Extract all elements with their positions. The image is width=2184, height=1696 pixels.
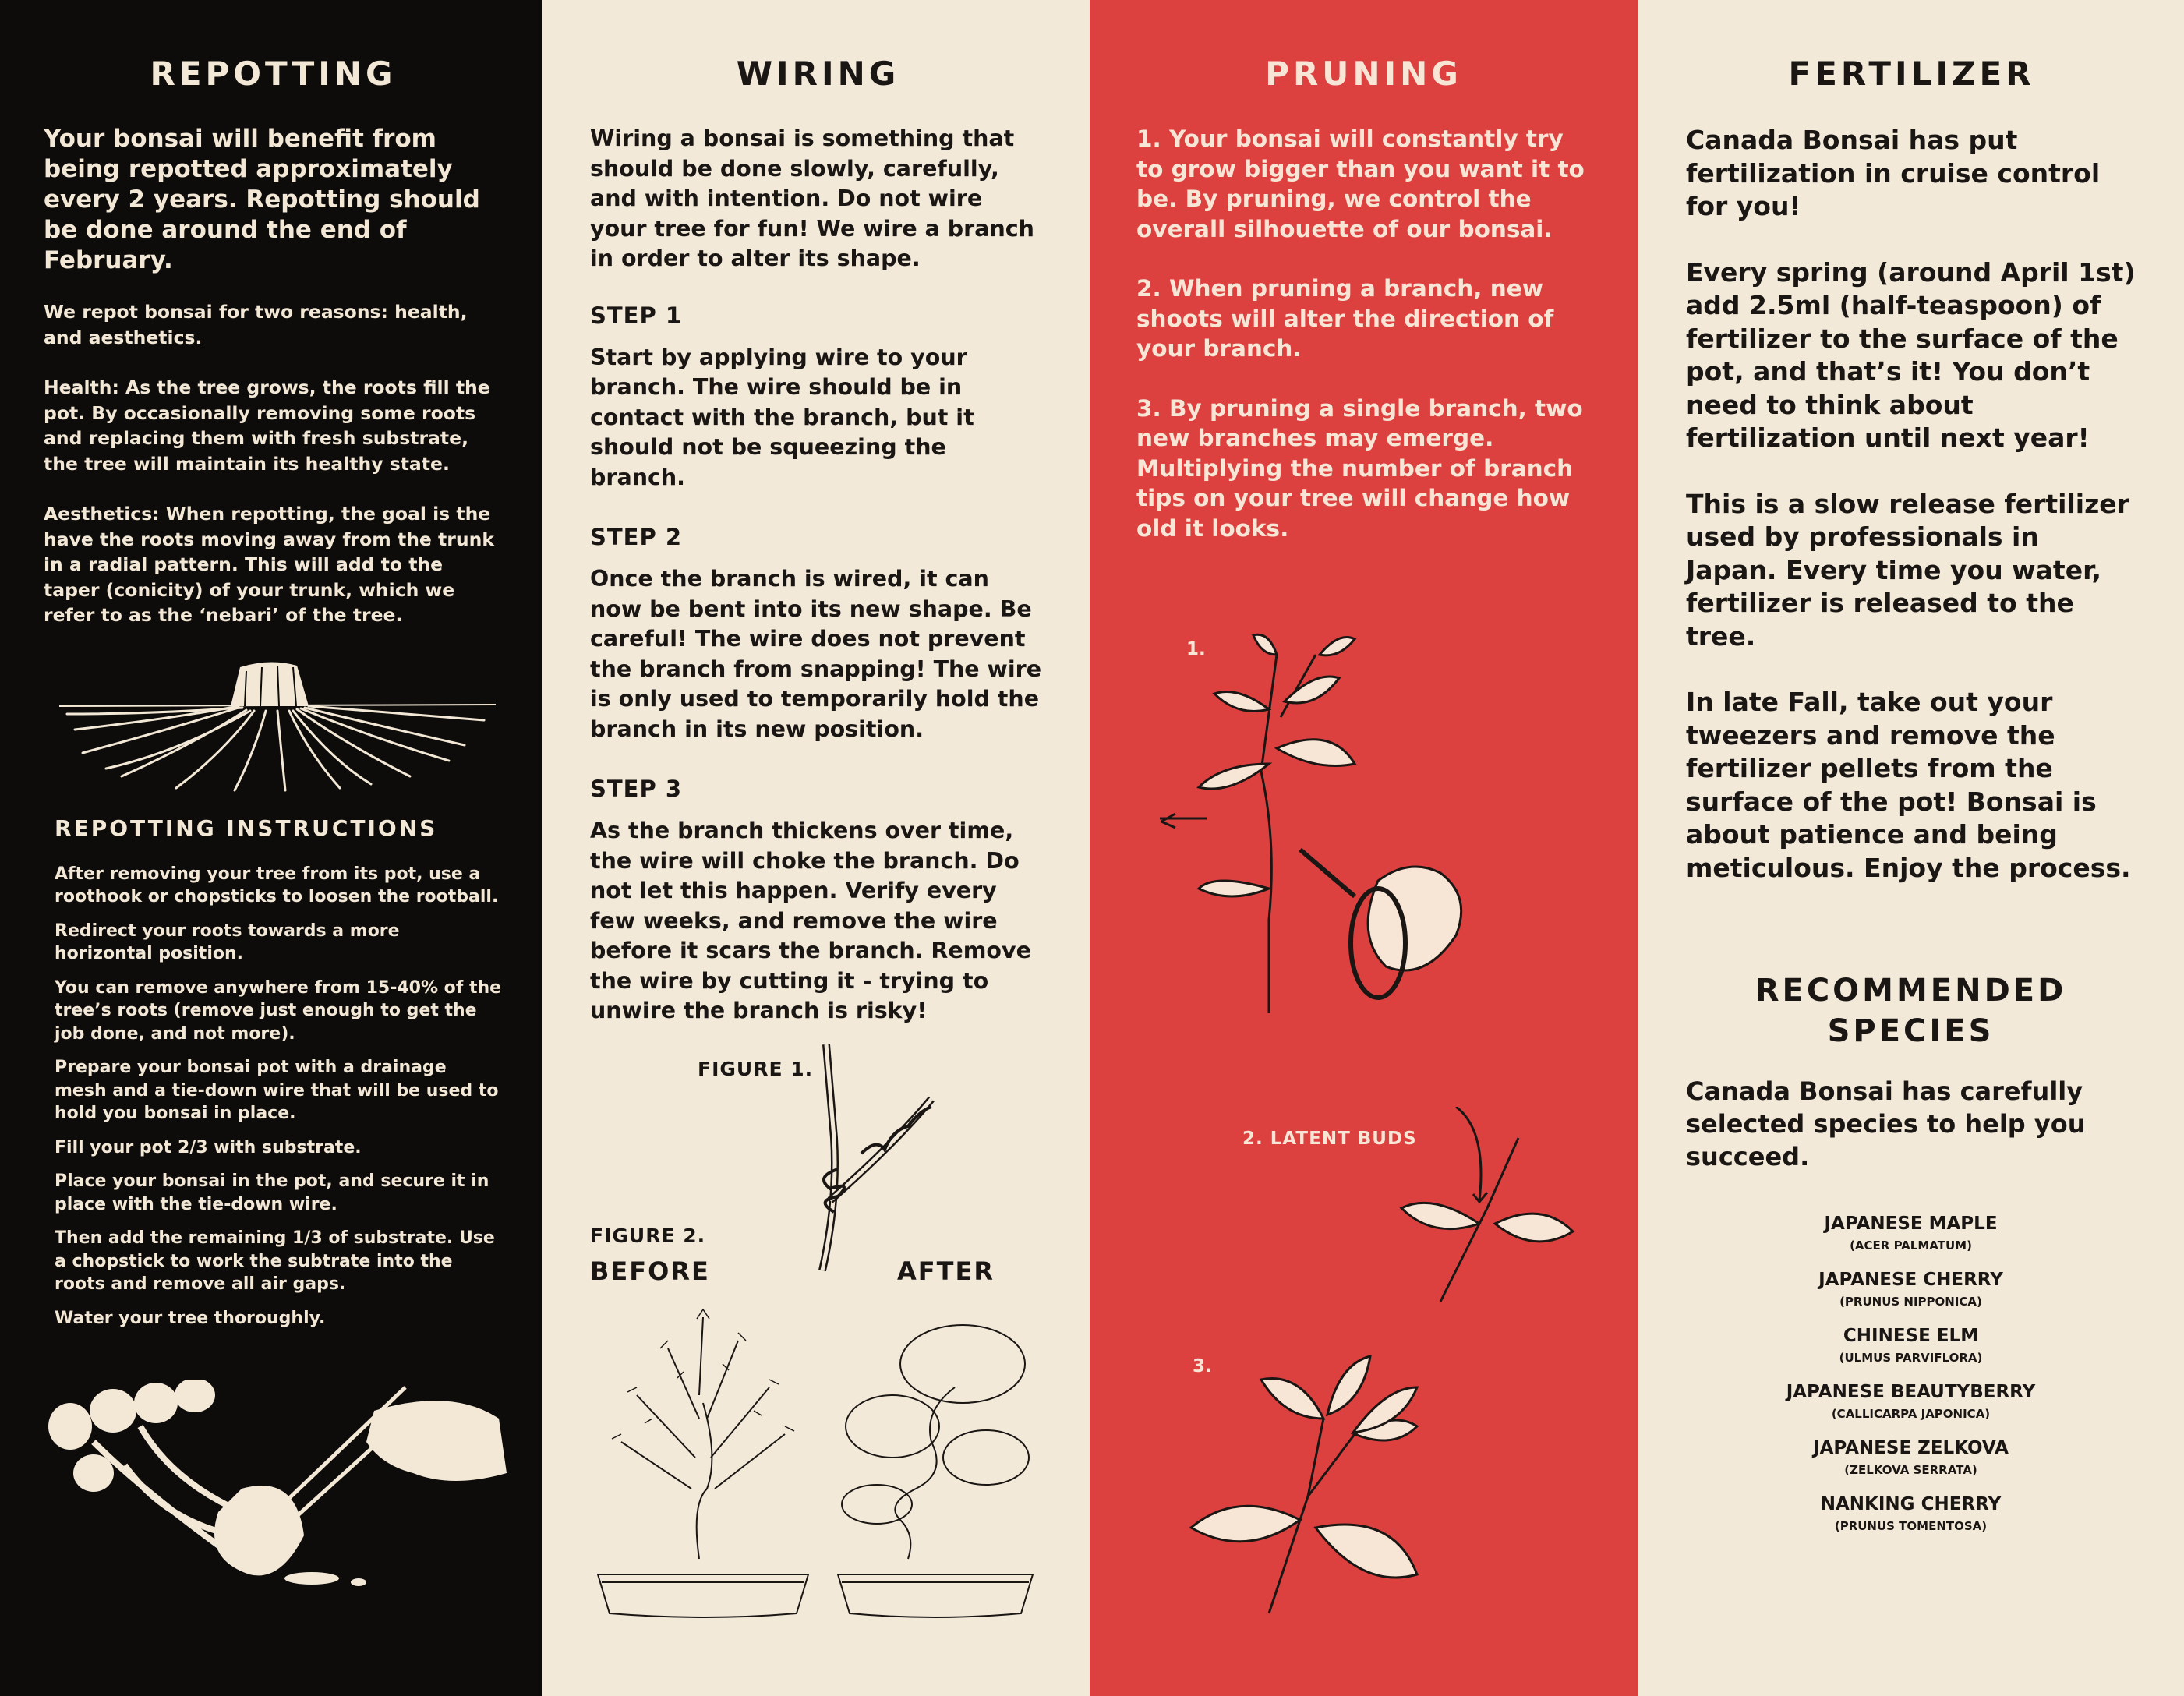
pruning-point: 1. Your bonsai will constantly try to grow bigger than you want it to be. By pruning, we control the overall silhouette of our bonsai. — [1136, 125, 1585, 242]
step-label: STEP 3 — [590, 776, 683, 802]
fertilizer-paragraph: This is a slow release fertilizer used by professionals in Japan. Every time you water, fertilizer is released to the tree. — [1686, 488, 2129, 652]
species-item — [1638, 1494, 2184, 1533]
pruning-point: 3. By pruning a single branch, two new branches may emerge. Multiplying the number of branch tips on your tree will change how old it looks. — [1136, 394, 1583, 542]
instruction-item: After removing your tree from its pot, use a roothook or chopsticks to loosen the rootball. — [55, 864, 499, 906]
fertilizer-panel — [1638, 0, 2184, 1696]
species-item — [1638, 1214, 2184, 1253]
fertilizer-paragraph: Every spring (around April 1st) add 2.5ml (half-teaspoon) of fertilizer to the surface of the pot, and that’s it! You don’t need to think about fertilization until next year! — [1686, 256, 2136, 453]
step-text: Once the branch is wired, it can now be bent into its new shape. Be careful! The wire does not prevent the branch from snapping! The wire is only used to temporarily hold the branch in its new position. — [590, 566, 1042, 742]
bonsai-after-illustration — [830, 1302, 1041, 1629]
step-text: Start by applying wire to your branch. The wire should be in contact with the branch, but it should not be squeezing the branch. — [590, 344, 974, 490]
wired-branch-illustration — [776, 1044, 963, 1278]
species-name: CHINESE ELM — [1843, 1326, 1979, 1346]
pruning-panel — [1090, 0, 1638, 1696]
figure1-label: FIGURE 1. — [698, 1058, 814, 1080]
instruction-item: Place your bonsai in the pot, and secure it in place with the tie-down wire. — [55, 1171, 489, 1214]
two-branches-illustration — [1183, 1341, 1448, 1621]
species-item — [1638, 1270, 2184, 1309]
recommended-species-section — [1638, 970, 2184, 1550]
repotting-paragraph: Health: As the tree grows, the roots fill the pot. By occasionally removing some roots and replacing them with fresh substrate, the tree will maintain its healthy state. — [44, 376, 490, 475]
species-latin: (ZELKOVA SERRATA) — [1844, 1463, 1977, 1477]
step-label: STEP 1 — [590, 302, 683, 329]
species-latin: (PRUNUS TOMENTOSA) — [1834, 1519, 1988, 1533]
repotting-panel — [0, 0, 542, 1696]
repotting-instructions-title: REPOTTING INSTRUCTIONS — [55, 814, 438, 841]
fertilizer-paragraph: In late Fall, take out your tweezers and remove the fertilizer pellets from the surface of the pot! Bonsai is about patience and being meticulous. Enjoy the process. — [1686, 687, 2131, 883]
latent-buds-label: 2. LATENT BUDS — [1242, 1129, 1417, 1149]
repotting-title: REPOTTING — [150, 55, 397, 93]
species-title: RECOMMENDED — [1755, 973, 2067, 1009]
repotting-paragraph: We repot bonsai for two reasons: health, and aesthetics. — [44, 301, 468, 348]
species-name: JAPANESE CHERRY — [1818, 1270, 2003, 1290]
species-latin: (ULMUS PARVIFLORA) — [1839, 1351, 1983, 1365]
species-title: SPECIES — [1827, 1013, 1995, 1049]
species-latin: (CALLICARPA JAPONICA) — [1831, 1407, 1991, 1421]
wiring-panel — [542, 0, 1090, 1696]
wiring-title: WIRING — [736, 55, 900, 93]
species-item — [1638, 1382, 2184, 1421]
wiring-intro: Wiring a bonsai is something that should be done slowly, carefully, and with intention. Do not wire your tree for fun! We wire a branch in order to alter its shape. — [590, 125, 1034, 271]
pruning-shears-illustration — [1152, 624, 1495, 1013]
instruction-item: Redirect your roots towards a more horizontal position. — [55, 920, 400, 963]
pruning-point: 2. When pruning a branch, new shoots will alter the direction of your branch. — [1136, 275, 1554, 362]
repotting-paragraph: Aesthetics: When repotting, the goal is the have the roots moving away from the trunk in a radial pattern. This will add to the taper (conicity) of your trunk, which we refer to as the ‘nebari’ of the tree. — [44, 503, 494, 626]
species-latin: (PRUNUS NIPPONICA) — [1839, 1295, 1982, 1309]
species-name: JAPANESE ZELKOVA — [1813, 1438, 2009, 1458]
instruction-item: Then add the remaining 1/3 of substrate. Use a chopstick to work the subtrate into the roots and remove all air gaps. — [55, 1228, 495, 1294]
before-label: BEFORE — [590, 1256, 710, 1286]
repotting-instructions-list — [44, 863, 503, 1330]
instruction-item: Fill your pot 2/3 with substrate. — [55, 1137, 362, 1157]
instruction-item: Prepare your bonsai pot with a drainage mesh and a tie-down wire that will be used to hold you bonsai in place. — [55, 1058, 499, 1123]
species-name: JAPANESE MAPLE — [1824, 1214, 1998, 1234]
species-intro: Canada Bonsai has carefully selected species to help you succeed. — [1686, 1076, 2086, 1171]
instruction-item: You can remove anywhere from 15-40% of the tree’s roots (remove just enough to get the job done, and not more). — [55, 977, 502, 1044]
instruction-item: Water your tree thoroughly. — [55, 1308, 326, 1328]
species-item — [1638, 1438, 2184, 1477]
fertilizer-paragraph: Canada Bonsai has put fertilization in cruise control for you! — [1686, 125, 2101, 221]
chopstick-repotting-illustration — [47, 1380, 514, 1613]
nebari-roots-illustration — [59, 659, 503, 792]
pruning-figure3-label: 3. — [1193, 1356, 1212, 1376]
pruning-title: PRUNING — [1265, 55, 1462, 93]
pruning-figure1-label: 1. — [1186, 639, 1206, 659]
fertilizer-title: FERTILIZER — [1788, 55, 2035, 93]
step-text: As the branch thickens over time, the wire will choke the branch. Do not let this happen. Verify every few weeks, and remove the wire before it scars the branch. Remove the wire by cutting it - trying to unwire the branch is risky! — [590, 818, 1031, 1023]
species-name: NANKING CHERRY — [1820, 1494, 2002, 1514]
bonsai-before-illustration — [590, 1302, 816, 1629]
repotting-lead: Your bonsai will benefit from being repotted approximately every 2 years. Repotting should be done around the end of February. — [44, 125, 480, 274]
figure2-label: FIGURE 2. — [590, 1224, 706, 1247]
species-name: JAPANESE BEAUTYBERRY — [1786, 1382, 2036, 1402]
species-latin: (ACER PALMATUM) — [1850, 1238, 1972, 1253]
species-item — [1638, 1326, 2184, 1365]
step-label: STEP 2 — [590, 524, 683, 550]
after-label: AFTER — [897, 1256, 995, 1286]
latent-buds-illustration — [1386, 1107, 1589, 1309]
